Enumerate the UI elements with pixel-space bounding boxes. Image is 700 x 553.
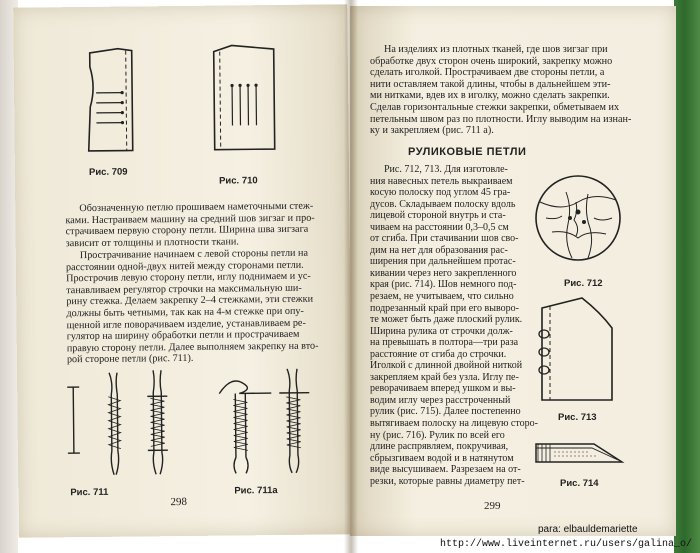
figure-711-caption: Рис. 711 [70, 486, 109, 499]
left-paragraph-1: Обозначенную петлю прошиваем наметочными стеж- ками. Настраиваем машину на средний шов зигзаг и про- страчиваем первую сторону петли. Ширина шва зигзага зависит от толщины и плотности ткани. [65, 200, 315, 250]
book-gutter [344, 0, 358, 553]
figure-711-drawing [61, 366, 192, 479]
left-paragraph-2: Прострачивание начинаем с левой стороны петли на расстоянии одной-двух нитей между сторонами петли. Прострочив левую сторону петли, иглу поднимаем и ус- танавливаем регулятор строчки на максимальную ши- рину стежка. Делаем закрепку 2–4 стежками, эти стежки должны быть четными, так как на 4-м стежке при опу- щенной игле поворачиваем изделие, устанавливаем ре- гулятор на ширину обработки петли и прострачиваем правую сторону петли. Далее выполняем закрепку на вто- рой стороне петли (рис. 711). [65, 247, 319, 366]
figure-713-caption: Рис. 713 [558, 412, 597, 423]
left-page-number: 298 [170, 495, 187, 509]
watermark-credit: para: elbauldemariette [538, 524, 638, 535]
figure-710-caption: Рис. 710 [219, 175, 258, 187]
figure-709-caption: Рис. 709 [88, 166, 128, 178]
figure-709-drawing [82, 46, 163, 157]
figure-714-drawing [534, 438, 626, 468]
figure-712-caption: Рис. 712 [564, 278, 603, 289]
right-column-text: Рис. 712, 713. Для изготовле- ния навесных петель выкраиваем косую полоску под углом 45 гра- дусов. Складываем полоску вдоль лицевой стороной внутрь и ста- чиваем на расстоянии 0,3–0,5 см от сгиба. При стачивании шов сво- дим на нет для образования рас- ширения при дальнейшем протас- кивании через него закрепленного края (рис. 714). Шов немного под- резаем, не учитываем, что сильно подрезанный край при его выворо- те может быть даже плоский рулик. Ширина рулика от строчки долж- на превышать в полтора—три раза расстояние от сгиба до строчки. Иголкой с длинной двойной ниткой закрепляем край без узла. Иглу пе- реворачиваем вперед ушком и вы- водим иглу через расстроченный рулик (рис. 715). Далее постепенно вытягиваем полоску на лицевую сторо- ну (рис. 716). Рулик по всей его длине распрявляем, покручивая, сбрызгиваем водой и в натянутом виде высушиваем. Разрезаем на от- резки, которые равны диаметру пет- [370, 164, 538, 487]
right-page [350, 6, 676, 536]
watermark-url: http://www.liveinternet.ru/users/galina_o/ [440, 539, 693, 550]
left-page [13, 4, 353, 537]
figure-712-drawing [532, 172, 624, 268]
figure-711a-caption: Рис. 711а [234, 485, 278, 497]
right-paragraph-top: На изделиях из плотных тканей, где шов зигзаг при обработке двух сторон очень широкий, закрепку можно сделать иголкой. Прострачиваем две стороны петли, а нити оставляем такой длины, чтобы в дальнейшем эти- ми нитками, вдев их в иголку, можно сделать закрепки. Сделав горизонтальные стежки закрепки, обметываем их петельным швом раз по плотности. Иглу выводим на изнан- ку и закрепляем (рис. 711 а). [370, 44, 632, 137]
section-heading: РУЛИКОВЫЕ ПЕТЛИ [408, 146, 527, 158]
figure-713-drawing [538, 294, 620, 404]
right-page-number: 299 [484, 500, 501, 512]
figure-710-drawing [202, 43, 283, 156]
figure-711a-drawing [213, 365, 324, 478]
figure-714-caption: Рис. 714 [560, 478, 599, 489]
book-cover-green-edge [674, 0, 700, 553]
